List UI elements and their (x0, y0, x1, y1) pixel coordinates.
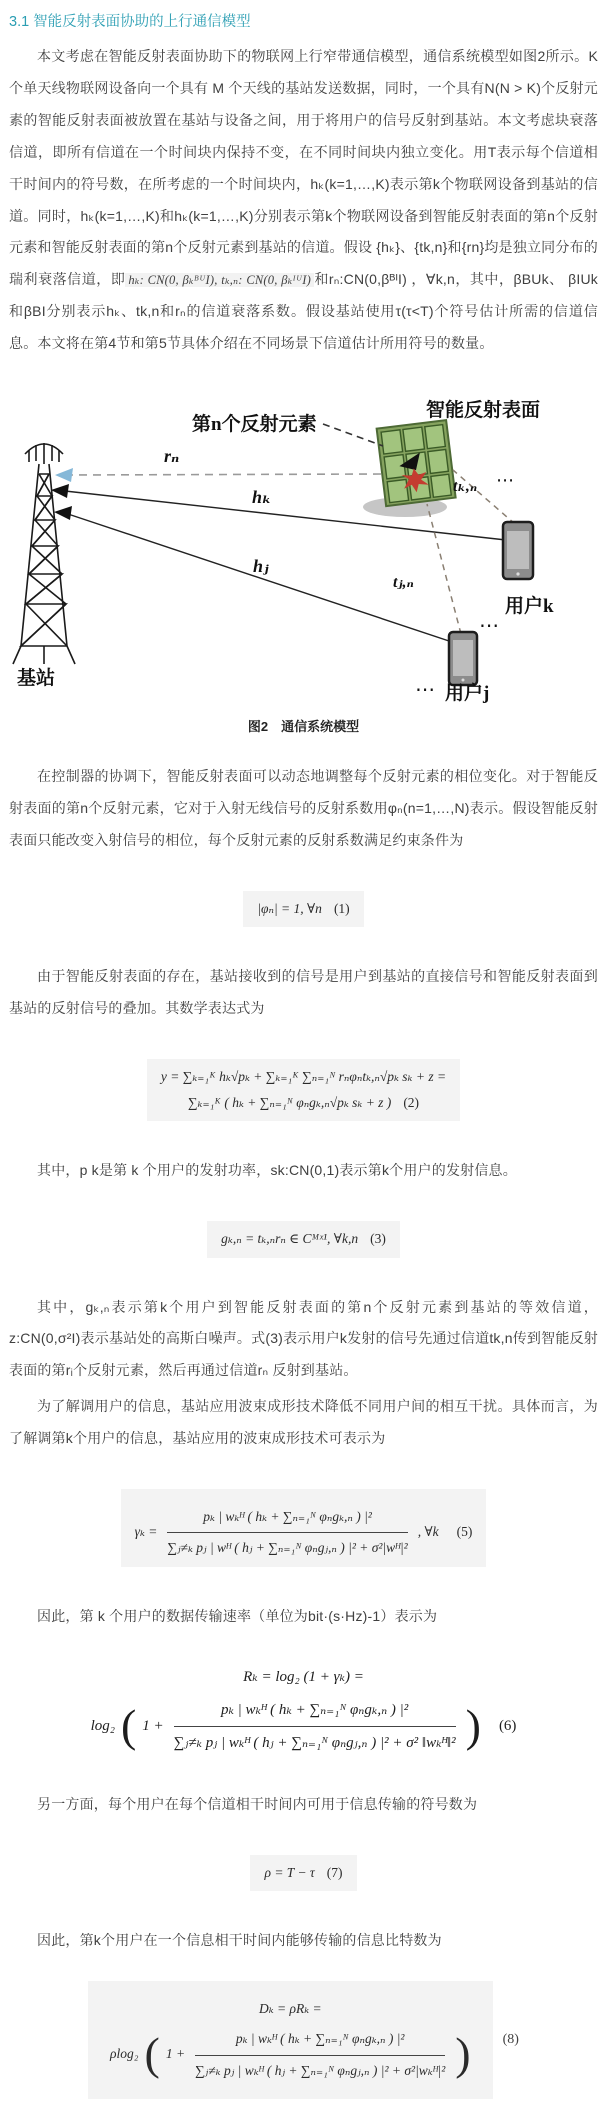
formula-5-lead: γₖ = (134, 1523, 158, 1539)
hk-label: hₖ (252, 487, 272, 508)
rn-dashed-line (71, 474, 381, 475)
formula-7-label: (7) (326, 1864, 343, 1880)
formula-2-line2: ∑ₖ₌₁ᴷ ( hₖ + ∑ₙ₌₁ᴺ φₙgₖ,ₙ√pₖ sₖ + z ) (187, 1095, 392, 1111)
formula-5-label: (5) (456, 1523, 473, 1539)
user-j-dots: ⋯ (415, 679, 435, 702)
formula-6-fraction (174, 1697, 456, 1755)
formula-2-line1: y = ∑ₖ₌₁ᴷ hₖ√pₖ + ∑ₖ₌₁ᴷ ∑ₙ₌₁ᴺ rₙφₙtₖ,ₙ√pₖ sₖ + z = (160, 1068, 447, 1084)
user-j-label: 用户j (445, 683, 490, 705)
user-k-dots: ⋯ (479, 615, 499, 638)
paragraph-9: 因此，第k个用户在一个信息相干时间内能够传输的信息比特数为 (37, 1932, 442, 1949)
formula-8: Dₖ = ρRₖ = ρlog₂ ( 1 + $\frac{\text{pₖ | wₖᴴ ( hₖ + ∑ₙ₌₁ᴺ φₙgₖ,ₙ ) |²}}{\text{∑ⱼ≠ₖ pⱼ | wₖᴴ ( hⱼ + ∑ₙ₌₁ᴺ φₙgⱼ,ₙ ) |² + σ²|wₖᴴ|²}}$ ) (8) (9, 1981, 598, 2099)
formula-1 (9, 891, 598, 927)
tjn-line (427, 504, 461, 634)
formula-6-lead: log₂ (90, 1717, 115, 1734)
paragraph-3: 由于智能反射表面的存在，基站接收到的信号是用户到基站的直接信号和智能反射表面到基站的反射信号的叠加。其数学表达式为 (9, 968, 598, 1016)
formula-5-fraction (167, 1505, 407, 1559)
nth-element-label: 第n个反射元素 (192, 414, 317, 436)
paragraph-1-text-b: 和rₙ:CN(0,βᴮᴵI) ，∀k,n，其中，βBUk、 βIUk和βBI分别表示hₖ、tk,n和rₙ的信道衰落系数。假设基站使用τ(τ<T)个符号估计所需的信道信息。本文将在第4节和第5节具体介绍在不同场景下信道估计所用符号的数量。 (9, 271, 598, 352)
formula-7-body: ρ = T − τ (264, 1864, 315, 1880)
formula-6-one-plus: 1 + (142, 1717, 164, 1734)
formula-6-numerator: pₖ | wₖᴴ ( hₖ + ∑ₙ₌₁ᴺ φₙgₖ,ₙ ) |² (174, 1697, 456, 1728)
hj-label: hⱼ (253, 556, 269, 577)
formula-2-label: (2) (403, 1095, 420, 1111)
phone-icon-user-k (503, 522, 533, 579)
section-heading: 3.1 智能反射表面协助的上行通信模型 (9, 14, 251, 30)
paragraph-5: 其中，gₖ,ₙ表示第k个用户到智能反射表面的第n个反射元素到基站的等效信道，z:CN(0,σ²I)表示基站处的高斯白噪声。式(3)表示用户k发射的信号先通过信道tk,n传到智能反射表面的第rᵢ个反射元素，然后再通过信道rₙ 反射到基站。 (9, 1298, 598, 1379)
rn-arrowhead (55, 468, 73, 482)
paragraph-1 (9, 41, 598, 360)
formula-8-numerator: pₖ | wₖᴴ ( hₖ + ∑ₙ₌₁ᴺ φₙgₖ,ₙ ) |² (195, 2027, 445, 2055)
formula-5-tail: , ∀k (417, 1523, 439, 1539)
formula-8-denominator: ∑ⱼ≠ₖ pⱼ | wₖᴴ ( hⱼ + ∑ₙ₌₁ᴺ φₙgⱼ,ₙ ) |² + σ²|wₖᴴ|² (195, 2062, 446, 2078)
formula-7 (9, 1855, 598, 1891)
rn-label: rₙ (164, 446, 180, 467)
paragraph-7: 因此，第 k 个用户的数据传输速率（单位为bit·(s·Hz)-1）表示为 (37, 1607, 438, 1624)
formula-8-one-plus: 1 + (165, 2045, 186, 2061)
tkn-dots: ⋯ (496, 470, 514, 491)
phone-icon-user-j (449, 632, 477, 685)
paragraph-6: 为了解调用户的信息，基站应用波束成形技术降低不同用户间的相互干扰。具体而言，为了解调第k个用户的信息，基站应用的波束成形技术可表示为 (9, 1398, 598, 1447)
paragraph-2: 在控制器的协调下，智能反射表面可以动态地调整每个反射元素的相位变化。对于智能反射表面的第n个反射元素，它对于入射无线信号的反射系数用φₙ(n=1,…,N)表示。假设智能反射表面只能改变入射信号的相位，每个反射元素的反射系数满足约束条件为 (9, 768, 598, 848)
formula-3-label: (3) (370, 1231, 386, 1247)
formula-8-label: (8) (502, 2032, 519, 2048)
formula-6: Rₖ = log₂ (1 + γₖ) = log₂ ( 1 + $\frac{\text{pₖ | wₖᴴ ( hₖ + ∑ₙ₌₁ᴺ φₙgₖ,ₙ ) |²}}{\text{∑ⱼ≠ₖ pⱼ | wₖᴴ ( hⱼ + ∑ₙ₌₁ᴺ φₙgⱼ,ₙ ) |² + σ² ‖wₖᴴ‖²}}$ ) (6) (9, 1666, 598, 1755)
paragraph-1-text-a: 本文考虑在智能反射表面协助下的物联网上行窄带通信模型，通信系统模型如图2所示。K个单天线物联网设备向一个具有 M 个天线的基站发送数据，同时，一个具有N(N > K)个反射元素的智能反射表面被放置在基站与设备之间，用于将用户的信号反射到基站。本文考虑块衰落信道，即所有信道在一个时间块内保持不变，在不同时间块内独立变化。用T表示每个信道相干时间内的符号数，在所考虑的一个时间块内，hₖ(k=1,…,K)表示第k个物联网设备到基站的信道。同时，hₖ(k=1,…,K)和hₖ(k=1,…,K)分别表示第k个物联网设备到智能反射表面的第n个反射元素和智能反射表面的第n个反射元素到基站的信道。假设 {hₖ}、{tk,n}和{rn}均是独立同分布的瑞利衰落信道，即 (9, 48, 598, 288)
user-k-label: 用户k (505, 596, 554, 618)
irs-label: 智能反射表面 (426, 400, 541, 422)
formula-8-lead: ρlog₂ (110, 2045, 139, 2061)
formula-8-fraction (195, 2027, 445, 2081)
formula-6-denominator: ∑ⱼ≠ₖ pⱼ | wₖᴴ ( hⱼ + ∑ₙ₌₁ᴺ φₙgⱼ,ₙ ) |² + σ² ‖wₖᴴ‖² (173, 1735, 456, 1752)
formula-3 (9, 1221, 598, 1257)
formula-6-line1: Rₖ = log₂ (1 + γₖ) = (243, 1669, 364, 1686)
formula-1-label: (1) (333, 900, 350, 916)
paragraph-4: 其中，p k是第 k 个用户的发射功率，sk:CN(0,1)表示第k个用户的发射信息。 (37, 1162, 517, 1179)
formula-6-label: (6) (498, 1717, 517, 1734)
inline-formula-channel-distributions: hₖ: CN(0, βₖᴮᵁI), tₖ,ₙ: CN(0, βₖᴵᵁI) (125, 273, 314, 287)
figure-caption: 图2 通信系统模型 (247, 719, 360, 735)
paragraph-8: 另一方面，每个用户在每个信道相干时间内可用于信息传输的符号数为 (37, 1795, 478, 1812)
formula-5 (9, 1489, 598, 1567)
tjn-label: tⱼ,ₙ (393, 574, 414, 592)
formula-5-denominator: ∑ⱼ≠ₖ pⱼ | wᴴ ( hⱼ + ∑ₙ₌₁ᴺ φₙgⱼ,ₙ ) |² + σ²|wᴴ|² (167, 1540, 408, 1556)
formula-3-body: gₖ,ₙ = tₖ,ₙrₙ ∈ Cᴹˣ¹, ∀k,n (221, 1231, 359, 1247)
formula-2 (9, 1059, 598, 1122)
formula-1-body: |φₙ| = 1, ∀n (257, 900, 322, 916)
base-station-label: 基站 (17, 668, 56, 690)
irs-panel-icon (377, 420, 456, 506)
hj-arrowhead (54, 506, 72, 520)
tkn-label: tₖ,ₙ (453, 478, 478, 496)
system-model-figure (9, 374, 598, 735)
nth-element-pointer-line (323, 424, 383, 446)
formula-5-numerator: pₖ | wₖᴴ ( hₖ + ∑ₙ₌₁ᴺ φₙgₖ,ₙ ) |² (167, 1505, 407, 1533)
hk-arrowhead (51, 484, 69, 498)
formula-8-line1: Dₖ = ρRₖ = (258, 2001, 322, 2016)
system-model-diagram (9, 374, 584, 709)
